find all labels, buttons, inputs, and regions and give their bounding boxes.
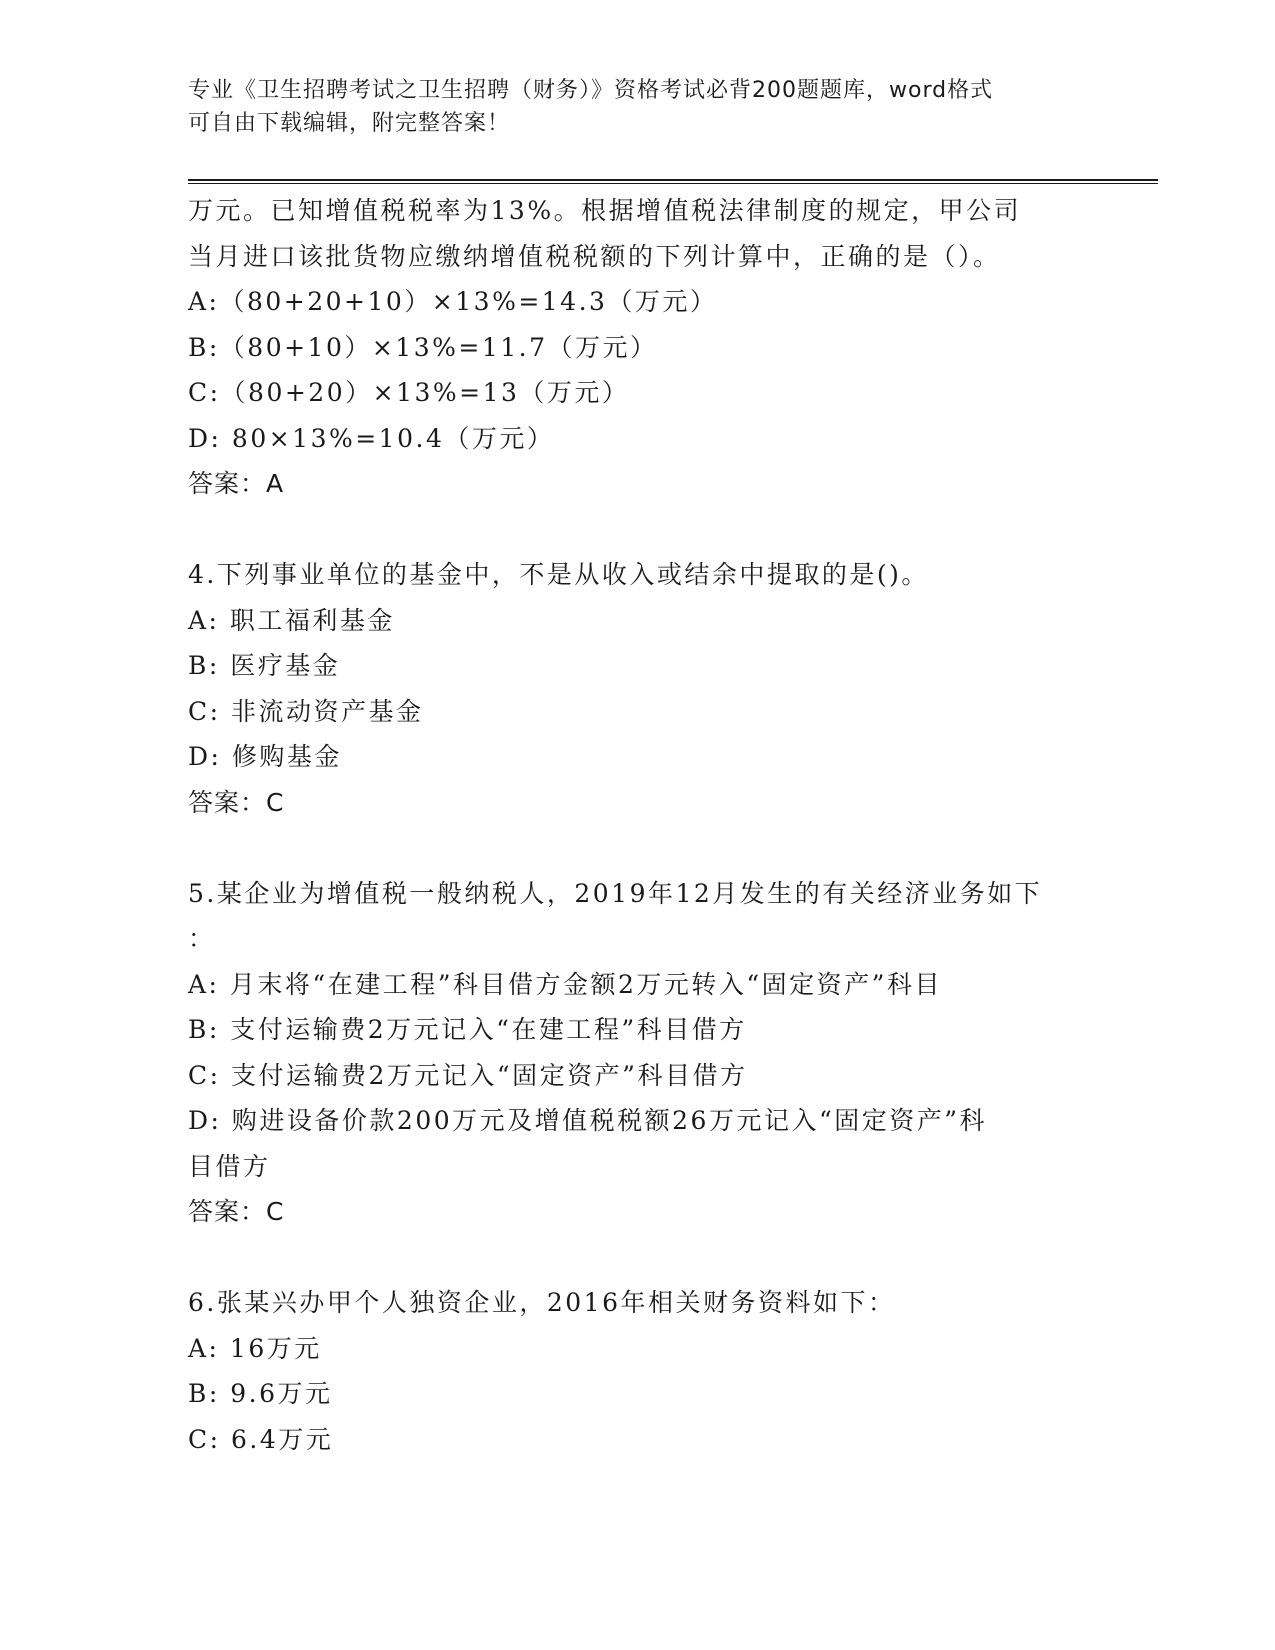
- page-header: [188, 74, 1088, 140]
- header-divider: [188, 179, 1158, 184]
- question-list: [188, 188, 1088, 1462]
- option-c: C: 支付运输费2万元记入“固定资产”科目借方: [188, 1060, 748, 1090]
- option-b: B: 医疗基金: [188, 651, 341, 680]
- question-4: [188, 552, 1088, 825]
- spacer: [188, 825, 1088, 871]
- spacer: [188, 507, 1088, 553]
- answer-line: 答案：C: [188, 1197, 285, 1226]
- question-stem: ：: [188, 924, 216, 953]
- question-stem: 万元。已知增值税税率为13%。根据增值税法律制度的规定，甲公司: [188, 196, 1022, 225]
- option-c: C:（80+20）×13%=13（万元）: [188, 378, 630, 407]
- option-a: A: 16万元: [188, 1333, 322, 1363]
- option-d: D: 80×13%=10.4（万元）: [188, 423, 555, 453]
- option-d: D: 修购基金: [188, 742, 342, 771]
- question-6: [188, 1280, 1088, 1462]
- header-title-line-1: 专业《卫生招聘考试之卫生招聘（财务）》资格考试必背200题题库，word格式: [188, 78, 994, 103]
- option-b: B:（80+10）×13%=11.7（万元）: [188, 332, 658, 362]
- option-c: C: 6.4万元: [188, 1424, 334, 1454]
- question-5: [188, 871, 1088, 1235]
- option-b: B: 9.6万元: [188, 1379, 333, 1408]
- answer-line: 答案：A: [188, 469, 285, 498]
- option-b: B: 支付运输费2万元记入“在建工程”科目借方: [188, 1015, 747, 1044]
- question-3: [188, 188, 1088, 507]
- question-stem: 6.张某兴办甲个人独资企业，2016年相关财务资料如下：: [188, 1288, 896, 1317]
- option-a: A: 职工福利基金: [188, 605, 395, 635]
- answer-line: 答案：C: [188, 787, 285, 817]
- question-stem: 当月进口该批货物应缴纳增值税税额的下列计算中，正确的是（）。: [188, 241, 1001, 271]
- header-title-line-2: 可自由下载编辑，附完整答案！: [188, 111, 511, 136]
- question-stem: 4.下列事业单位的基金中，不是从收入或结余中提取的是()。: [188, 560, 929, 589]
- option-d-continued: 目借方: [188, 1151, 271, 1181]
- option-c: C: 非流动资产基金: [188, 696, 424, 726]
- option-a: A:（80+20+10）×13%=14.3（万元）: [188, 287, 718, 316]
- spacer: [188, 1235, 1088, 1281]
- question-stem: 5.某企业为增值税一般纳税人，2019年12月发生的有关经济业务如下: [188, 878, 1043, 908]
- option-a: A: 月末将“在建工程”科目借方金额2万元转入“固定资产”科目: [188, 969, 942, 999]
- option-d: D: 购进设备价款200万元及增值税税额26万元记入“固定资产”科: [188, 1106, 988, 1135]
